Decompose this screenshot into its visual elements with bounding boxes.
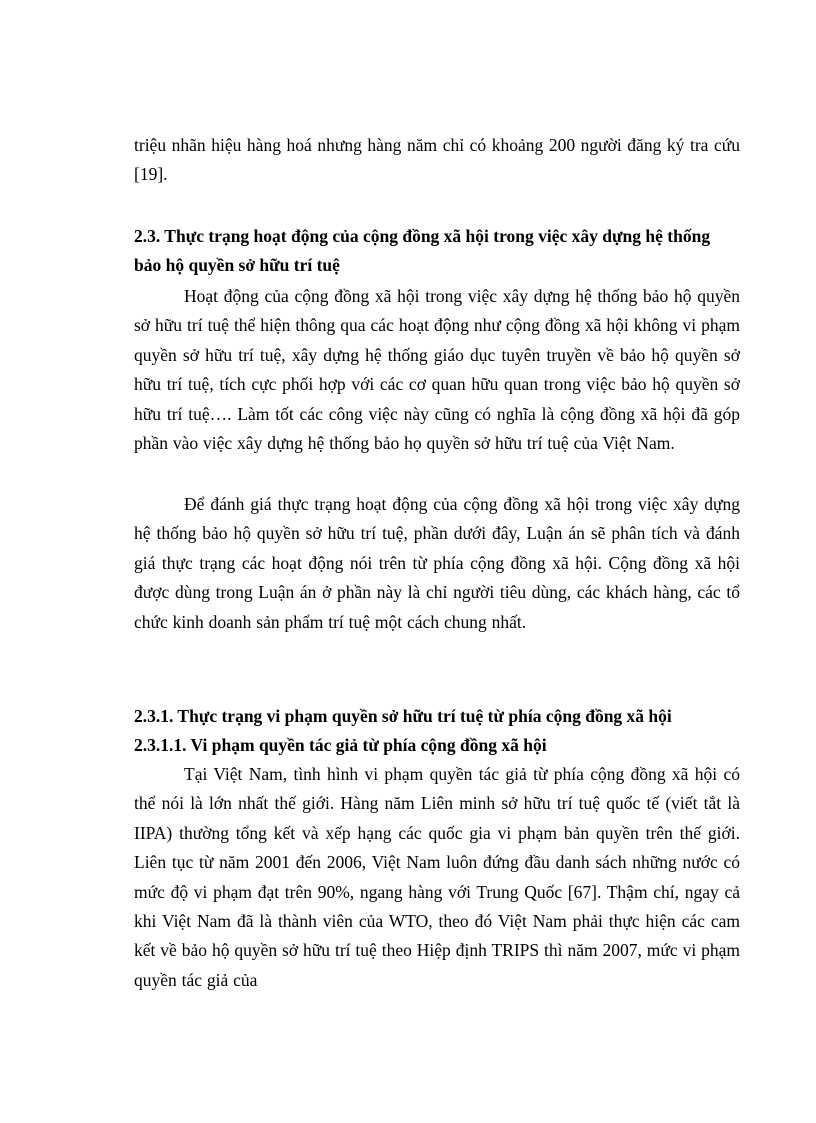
body-paragraph: Hoạt động của cộng đồng xã hội trong việc xây dựng hệ thống bảo hộ quyền sở hữu trí tuệ thể hiện thông qua các hoạt động như cộng đồng xã hội không vi phạm quyền sở hữu trí tuệ, xây dựng hệ thống giáo dục tuyên truyền về bảo hộ quyền sở hữu trí tuệ, tích cực phối hợp với các cơ quan hữu quan trong việc bảo hộ quyền sở hữu trí tuệ…. Làm tốt các công việc này cũng có nghĩa là cộng đồng xã hội đã góp phần vào việc xây dựng hệ thống bảo họ quyền sở hữu trí tuệ của Việt Nam. — [134, 286, 740, 454]
body-paragraph: Để đánh giá thực trạng hoạt động của cộng đồng xã hội trong việc xây dựng hệ thống bảo hộ quyền sở hữu trí tuệ, phần dưới đây, Luận án sẽ phân tích và đánh giá thực trạng các hoạt động nói trên từ phía cộng đồng xã hội. Cộng đồng xã hội được dùng trong Luận án ở phần này là chỉ người tiêu dùng, các khách hàng, các tổ chức kinh doanh sản phẩm trí tuệ một cách chung nhất. — [134, 494, 740, 632]
subsection-heading: 2.3.1. Thực trạng vi phạm quyền sở hữu trí tuệ từ phía cộng đồng xã hội — [134, 706, 672, 726]
body-paragraph: Tại Việt Nam, tình hình vi phạm quyền tác giả từ phía cộng đồng xã hội có thể nói là lớn nhất thế giới. Hàng năm Liên minh sở hữu trí tuệ quốc tế (viết tắt là IIPA) thường tổng kết và xếp hạng các quốc gia vi phạm bản quyền trên thế giới. Liên tục từ năm 2001 đến 2006, Việt Nam luôn đứng đầu danh sách những nước có mức độ vi phạm đạt trên 90%, ngang hàng với Trung Quốc [67]. Thậm chí, ngay cả khi Việt Nam đã là thành viên của WTO, theo đó Việt Nam phải thực hiện các cam kết về bảo hộ quyền sở hữu trí tuệ theo Hiệp định TRIPS thì năm 2007, mức vi phạm quyền tác giả của — [134, 764, 740, 990]
section-heading: 2.3. Thực trạng hoạt động của cộng đồng xã hội trong việc xây dựng hệ thống bảo hộ quyền sở hữu trí tuệ — [134, 226, 711, 276]
body-paragraph: triệu nhãn hiệu hàng hoá nhưng hàng năm chỉ có khoảng 200 người đăng ký tra cứu [19]. — [134, 135, 740, 185]
subsubsection-heading: 2.3.1.1. Vi phạm quyền tác giả từ phía cộng đồng xã hội — [134, 735, 547, 755]
